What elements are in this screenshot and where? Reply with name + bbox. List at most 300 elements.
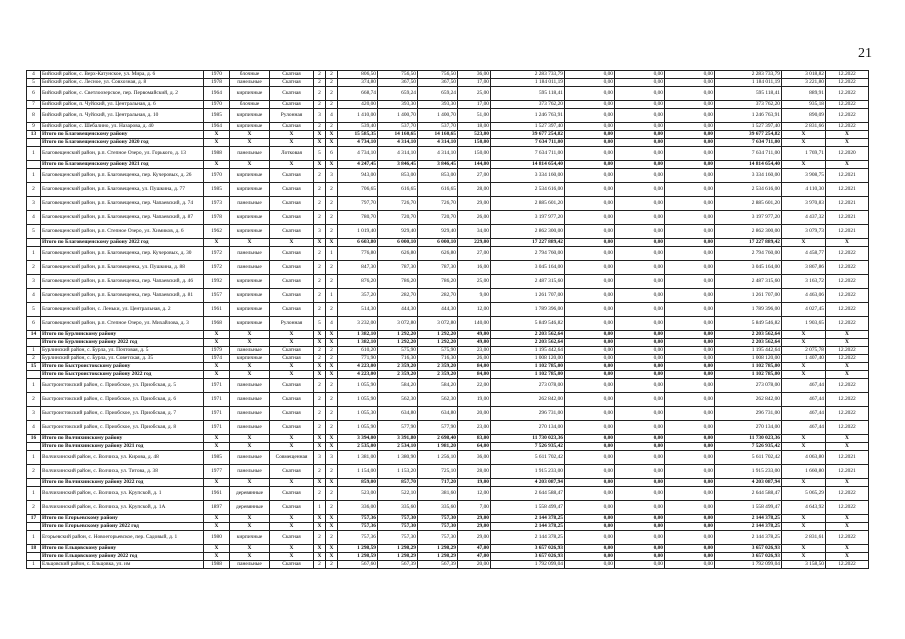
cell-row-number: 3 [27, 407, 41, 421]
cell-municipal-cost: 0,00 [665, 523, 715, 531]
cell-total-cost: 1 915 233,00 [491, 465, 565, 479]
cell-living-area: 787,30 [378, 261, 418, 275]
cell-total-cost: 1 558 499,47 [491, 501, 565, 515]
cell-unit-cost: 3 221,80 [782, 79, 826, 87]
cell-fund-cost: 0,00 [565, 317, 615, 331]
cell-fund-cost: 0,00 [565, 355, 615, 363]
cell-residential-area: 14 160,65 [418, 131, 458, 139]
cell-address: Ельцовский район, с. Ельцовка, ул. им [41, 561, 204, 569]
cell-floors: X [314, 523, 326, 531]
cell-living-area: 716,30 [378, 355, 418, 363]
cell-roof-type: X [270, 161, 314, 169]
cell-unit-cost: 4 463,06 [782, 289, 826, 303]
cell-municipal-cost: 0,00 [665, 109, 715, 123]
cell-year: 1988 [204, 561, 230, 569]
cell-residential-area: 444,30 [418, 303, 458, 317]
cell-address: Итого по Благовещенскому району 2022 год [41, 239, 204, 247]
cell-total-cost: 2 862 300,00 [491, 225, 565, 239]
cell-entrances: 2 [326, 71, 338, 79]
cell-entrances: 6 [326, 147, 338, 161]
cell-fund-cost: 0,00 [565, 331, 615, 339]
cell-entrances: 2 [326, 303, 338, 317]
cell-fund-cost: 0,00 [565, 101, 615, 109]
cell-budget-cost: 0,00 [615, 407, 665, 421]
cell-living-area: 1 380,90 [378, 451, 418, 465]
cell-address: Итого по Ельцовскому району 2022 год [41, 553, 204, 561]
cell-total-area: 4 223,00 [338, 363, 378, 371]
cell-floors: 2 [314, 87, 326, 101]
cell-living-area: 634,80 [378, 407, 418, 421]
cell-roof-type: Скатная [270, 71, 314, 79]
cell-unit-cost: X [782, 479, 826, 487]
cell-residents: 83,00 [458, 435, 491, 443]
cell-municipal-cost: 0,00 [665, 317, 715, 331]
table-row [27, 331, 869, 339]
cell-living-area: 14 160,65 [378, 131, 418, 139]
cell-budget-cost: 0,00 [615, 247, 665, 261]
cell-living-area: 720,70 [378, 211, 418, 225]
cell-residents: 22,00 [458, 379, 491, 393]
table-row [27, 451, 869, 465]
cell-owners-cost: 3 657 026,93 [715, 545, 782, 553]
cell-year: X [204, 371, 230, 379]
cell-residents: 26,00 [458, 355, 491, 363]
cell-floors: X [314, 139, 326, 147]
cell-deadline: 12.2022 [826, 71, 869, 79]
table-row [27, 393, 869, 407]
cell-residents: 84,00 [458, 371, 491, 379]
cell-living-area: 1 298,29 [378, 553, 418, 561]
cell-row-number: 1 [27, 451, 41, 465]
cell-residents: 12,00 [458, 487, 491, 501]
cell-budget-cost: 0,00 [615, 531, 665, 545]
cell-row-number: 1 [27, 147, 41, 161]
cell-deadline: 12.2021 [826, 169, 869, 183]
cell-total-cost: 17 227 889,42 [491, 239, 565, 247]
cell-budget-cost: 0,00 [615, 197, 665, 211]
cell-fund-cost: 0,00 [565, 169, 615, 183]
cell-living-area: 616,65 [378, 183, 418, 197]
cell-living-area: 4 314,10 [378, 139, 418, 147]
cell-floors: X [314, 331, 326, 339]
cell-address: Благовещенский район, р.п. Благовещенка, пер. Чапаевский, д. 81 [41, 289, 204, 303]
table-row [27, 435, 869, 443]
cell-residential-area: 335,60 [418, 501, 458, 515]
cell-address: Бурлинский район, с. Бурла, ул. Советская, д. 35 [41, 355, 204, 363]
cell-residents: 523,00 [458, 131, 491, 139]
cell-total-cost: 2 283 733,79 [491, 71, 565, 79]
cell-roof-type: X [270, 339, 314, 347]
cell-wall-material: X [230, 523, 270, 531]
cell-residents: 34,00 [458, 225, 491, 239]
cell-municipal-cost: 0,00 [665, 197, 715, 211]
cell-living-area: 756,50 [378, 71, 418, 79]
cell-address: Благовещенский район, р.п. Степное Озеро, ул. Горького, д. 13 [41, 147, 204, 161]
cell-residents: 9,00 [458, 289, 491, 303]
cell-residents: 140,00 [458, 317, 491, 331]
cell-budget-cost: 0,00 [615, 465, 665, 479]
cell-deadline: X [826, 139, 869, 147]
cell-entrances: 2 [326, 211, 338, 225]
cell-deadline: X [826, 371, 869, 379]
cell-row-number: 5 [27, 225, 41, 239]
cell-residential-area: 757,30 [418, 515, 458, 523]
cell-municipal-cost: 0,00 [665, 101, 715, 109]
cell-deadline: 12.2022 [826, 407, 869, 421]
cell-owners-cost: 1 102 785,00 [715, 371, 782, 379]
cell-residents: 19,00 [458, 393, 491, 407]
cell-total-cost: 3 334 160,00 [491, 169, 565, 183]
cell-entrances: 2 [326, 183, 338, 197]
cell-living-area: 444,30 [378, 303, 418, 317]
cell-address: Итого по Благовещенскому району [41, 131, 204, 139]
cell-deadline: X [826, 435, 869, 443]
cell-owners-cost: 5 849 546,82 [715, 317, 782, 331]
cell-unit-cost: 3 970,83 [782, 197, 826, 211]
cell-residential-area: 787,30 [418, 261, 458, 275]
cell-residential-area: 584,20 [418, 379, 458, 393]
cell-owners-cost: 2 144 378,25 [715, 515, 782, 523]
cell-row-number: 2 [27, 183, 41, 197]
cell-wall-material: X [230, 161, 270, 169]
cell-budget-cost: 0,00 [615, 139, 665, 147]
cell-unit-cost: 1 769,71 [782, 147, 826, 161]
cell-address: Итого по Егорьевскому району [41, 515, 204, 523]
cell-year: 1970 [204, 101, 230, 109]
cell-living-area: 367,50 [378, 79, 418, 87]
cell-fund-cost: 0,00 [565, 289, 615, 303]
cell-municipal-cost: 0,00 [665, 501, 715, 515]
cell-wall-material: панельные [230, 347, 270, 355]
table-row [27, 289, 869, 303]
cell-deadline: X [826, 331, 869, 339]
cell-owners-cost: 7 634 711,00 [715, 147, 782, 161]
cell-residential-area: 1 400,70 [418, 109, 458, 123]
cell-wall-material: панельные [230, 451, 270, 465]
cell-total-area: 1 381,00 [338, 451, 378, 465]
cell-fund-cost: 0,00 [565, 211, 615, 225]
table-row [27, 501, 869, 515]
cell-owners-cost: 7 526 935,42 [715, 443, 782, 451]
table-row [27, 147, 869, 161]
cell-residents: 12,00 [458, 303, 491, 317]
cell-wall-material: кирпичные [230, 169, 270, 183]
cell-wall-material: блочные [230, 101, 270, 109]
cell-roof-type: X [270, 523, 314, 531]
cell-budget-cost: 0,00 [615, 109, 665, 123]
housing-repair-table [26, 70, 869, 569]
cell-roof-type: Рулонная [270, 317, 314, 331]
cell-unit-cost: 3 079,73 [782, 225, 826, 239]
cell-roof-type: X [270, 139, 314, 147]
cell-deadline: 12.2022 [826, 355, 869, 363]
cell-residential-area: 2 359,20 [418, 363, 458, 371]
cell-entrances: 1 [326, 289, 338, 303]
table-row [27, 131, 869, 139]
cell-owners-cost: 2 862 300,00 [715, 225, 782, 239]
cell-residential-area: 757,30 [418, 523, 458, 531]
cell-unit-cost: X [782, 161, 826, 169]
cell-fund-cost: 0,00 [565, 435, 615, 443]
cell-municipal-cost: 0,00 [665, 371, 715, 379]
cell-floors: X [314, 371, 326, 379]
cell-deadline: 12.2022 [826, 261, 869, 275]
cell-wall-material: деревянные [230, 487, 270, 501]
cell-total-area: 567,60 [338, 561, 378, 569]
cell-row-number: 13 [27, 131, 41, 139]
cell-roof-type: Скатная [270, 501, 314, 515]
cell-row-number: 16 [27, 435, 41, 443]
cell-total-area: 2 535,00 [338, 443, 378, 451]
cell-total-cost: 2 144 378,25 [491, 523, 565, 531]
cell-unit-cost: 4 110,30 [782, 183, 826, 197]
cell-year: 1978 [204, 211, 230, 225]
cell-address: Благовещенский район, р.п. Благовещенка, пер. Кучеровых, д. 26 [41, 169, 204, 183]
cell-municipal-cost: 0,00 [665, 87, 715, 101]
cell-total-cost: 1 195 442,64 [491, 347, 565, 355]
cell-roof-type: Скатная [270, 225, 314, 239]
cell-total-area: 3 394,00 [338, 435, 378, 443]
cell-municipal-cost: 0,00 [665, 79, 715, 87]
cell-total-area: 1 298,59 [338, 553, 378, 561]
cell-year: 1971 [204, 421, 230, 435]
cell-municipal-cost: 0,00 [665, 225, 715, 239]
cell-unit-cost: 2 831,61 [782, 531, 826, 545]
cell-total-cost: 2 644 588,47 [491, 487, 565, 501]
cell-budget-cost: 0,00 [615, 363, 665, 371]
cell-wall-material: кирпичные [230, 317, 270, 331]
cell-floors: 2 [314, 407, 326, 421]
cell-residential-area: 720,70 [418, 211, 458, 225]
cell-total-area: 1 019,40 [338, 225, 378, 239]
cell-wall-material: X [230, 363, 270, 371]
cell-total-area: 757,36 [338, 523, 378, 531]
cell-total-cost: 1 246 763,91 [491, 109, 565, 123]
cell-residential-area: 717,20 [418, 479, 458, 487]
cell-row-number [27, 239, 41, 247]
cell-entrances: 2 [326, 225, 338, 239]
cell-residents: 51,00 [458, 109, 491, 123]
cell-row-number: 5 [27, 79, 41, 87]
cell-total-cost: 11 730 023,36 [491, 435, 565, 443]
cell-living-area: 575,90 [378, 347, 418, 355]
cell-year: 1977 [204, 465, 230, 479]
cell-fund-cost: 0,00 [565, 487, 615, 501]
cell-floors: 2 [314, 101, 326, 109]
cell-total-cost: 7 634 711,00 [491, 147, 565, 161]
cell-budget-cost: 0,00 [615, 131, 665, 139]
cell-total-area: 1 055,30 [338, 407, 378, 421]
cell-floors: 2 [314, 393, 326, 407]
cell-deadline: 12.2022 [826, 303, 869, 317]
cell-wall-material: кирпичные [230, 211, 270, 225]
cell-wall-material: X [230, 339, 270, 347]
table-body [27, 71, 869, 569]
cell-deadline: X [826, 443, 869, 451]
cell-fund-cost: 0,00 [565, 71, 615, 79]
cell-address: Егорьевский район, с. Новоегорьевское, пер. Садовый, д. 1 [41, 531, 204, 545]
cell-wall-material: кирпичные [230, 355, 270, 363]
cell-floors: 5 [314, 147, 326, 161]
cell-entrances: 2 [326, 379, 338, 393]
cell-total-cost: 1 102 785,00 [491, 363, 565, 371]
cell-entrances: 2 [326, 197, 338, 211]
cell-row-number [27, 161, 41, 169]
cell-budget-cost: 0,00 [615, 443, 665, 451]
cell-residents: 28,00 [458, 465, 491, 479]
cell-budget-cost: 0,00 [615, 161, 665, 169]
cell-owners-cost: 3 334 160,00 [715, 169, 782, 183]
table-row [27, 225, 869, 239]
cell-living-area: 6 000,10 [378, 239, 418, 247]
cell-floors: 2 [314, 79, 326, 87]
cell-total-cost: 2 203 562,64 [491, 331, 565, 339]
cell-deadline: X [826, 553, 869, 561]
cell-fund-cost: 0,00 [565, 239, 615, 247]
cell-unit-cost: 4 643,92 [782, 501, 826, 515]
cell-address: Волчихинский район, с. Волчиха, ул. Крупской, д. 1 [41, 487, 204, 501]
cell-municipal-cost: 0,00 [665, 363, 715, 371]
cell-deadline: 12.2021 [826, 211, 869, 225]
cell-total-area: 706,65 [338, 183, 378, 197]
cell-residential-area: 756,50 [418, 71, 458, 79]
cell-year: X [204, 339, 230, 347]
cell-roof-type: Скатная [270, 183, 314, 197]
cell-residential-area: 1 256,10 [418, 451, 458, 465]
cell-total-cost: 3 045 164,00 [491, 261, 565, 275]
cell-row-number [27, 139, 41, 147]
cell-row-number: 3 [27, 197, 41, 211]
cell-residents: 229,00 [458, 239, 491, 247]
cell-deadline: 12.2022 [826, 501, 869, 515]
cell-year: 1985 [204, 451, 230, 465]
cell-unit-cost: X [782, 443, 826, 451]
cell-deadline: X [826, 239, 869, 247]
cell-total-cost: 373 762,20 [491, 101, 565, 109]
cell-total-area: 1 382,10 [338, 339, 378, 347]
cell-residential-area: 537,70 [418, 123, 458, 131]
cell-residents: 27,00 [458, 247, 491, 261]
cell-total-area: 776,80 [338, 247, 378, 261]
cell-roof-type: X [270, 515, 314, 523]
cell-residential-area: 2 698,40 [418, 435, 458, 443]
cell-living-area: 3 072,80 [378, 317, 418, 331]
cell-total-area: 610,20 [338, 347, 378, 355]
cell-wall-material: кирпичные [230, 87, 270, 101]
cell-roof-type: Скатная [270, 561, 314, 569]
cell-total-area: 668,74 [338, 87, 378, 101]
cell-residential-area: 659,24 [418, 87, 458, 101]
cell-total-area: 1 410,00 [338, 109, 378, 123]
cell-address: Бийский район, с. Верх-Катунское, ул. Мира, д. 6 [41, 71, 204, 79]
cell-budget-cost: 0,00 [615, 147, 665, 161]
cell-residents: 23,00 [458, 421, 491, 435]
cell-fund-cost: 0,00 [565, 523, 615, 531]
cell-address: Благовещенский район, р.п. Степное Озеро, ул. Михайлова, д. 3 [41, 317, 204, 331]
cell-wall-material: X [230, 139, 270, 147]
cell-row-number: 1 [27, 487, 41, 501]
cell-wall-material: X [230, 479, 270, 487]
cell-address: Итого по Волчихинскому району 2021 год [41, 443, 204, 451]
cell-total-cost: 2 487 315,60 [491, 275, 565, 289]
cell-residents: 150,00 [458, 147, 491, 161]
cell-residential-area: 367,50 [418, 79, 458, 87]
cell-deadline: X [826, 545, 869, 553]
cell-budget-cost: 0,00 [615, 561, 665, 569]
cell-municipal-cost: 0,00 [665, 355, 715, 363]
cell-address: Благовещенский район, р.п. Благовещенка, ул. Пушкина, д. 77 [41, 183, 204, 197]
cell-fund-cost: 0,00 [565, 303, 615, 317]
table-row [27, 183, 869, 197]
cell-residential-area: 616,65 [418, 183, 458, 197]
table-row [27, 303, 869, 317]
cell-owners-cost: 39 677 254,82 [715, 131, 782, 139]
cell-deadline: 12.2022 [826, 561, 869, 569]
cell-address: Бийский район, с. Светлоозерское, пер. Первомайский, д. 2 [41, 87, 204, 101]
cell-living-area: 857,70 [378, 479, 418, 487]
cell-address: Итого по Волчихинскому району [41, 435, 204, 443]
cell-deadline: 12.2022 [826, 275, 869, 289]
cell-living-area: 786,20 [378, 275, 418, 289]
cell-floors: 2 [314, 169, 326, 183]
cell-fund-cost: 0,00 [565, 371, 615, 379]
cell-entrances: X [326, 161, 338, 169]
cell-living-area: 1 292,20 [378, 331, 418, 339]
cell-row-number: 4 [27, 71, 41, 79]
cell-living-area: 567,39 [378, 561, 418, 569]
cell-address: Итого по Бурлинскому району [41, 331, 204, 339]
cell-year: X [204, 161, 230, 169]
cell-fund-cost: 0,00 [565, 465, 615, 479]
cell-floors: X [314, 363, 326, 371]
cell-living-area: 2 534,10 [378, 443, 418, 451]
cell-year: 1985 [204, 183, 230, 197]
cell-roof-type: Скатная [270, 87, 314, 101]
cell-living-area: 3 846,45 [378, 161, 418, 169]
cell-owners-cost: 2 144 378,25 [715, 523, 782, 531]
cell-deadline: 12.2022 [826, 109, 869, 123]
cell-row-number [27, 443, 41, 451]
cell-total-cost: 2 203 562,64 [491, 339, 565, 347]
cell-total-cost: 5 849 546,82 [491, 317, 565, 331]
cell-residential-area: 3 072,80 [418, 317, 458, 331]
cell-entrances: 2 [326, 101, 338, 109]
cell-municipal-cost: 0,00 [665, 183, 715, 197]
cell-budget-cost: 0,00 [615, 545, 665, 553]
cell-row-number [27, 479, 41, 487]
cell-row-number: 2 [27, 465, 41, 479]
cell-residents: 36,00 [458, 451, 491, 465]
cell-wall-material: X [230, 443, 270, 451]
cell-fund-cost: 0,00 [565, 197, 615, 211]
cell-residents: 29,00 [458, 523, 491, 531]
cell-entrances: 2 [326, 531, 338, 545]
cell-row-number: 18 [27, 545, 41, 553]
cell-address: Волчихинский район, с. Волчиха, ул. Титова, д. 38 [41, 465, 204, 479]
cell-residential-area: 393,30 [418, 101, 458, 109]
cell-entrances: X [326, 239, 338, 247]
cell-wall-material: X [230, 553, 270, 561]
cell-fund-cost: 0,00 [565, 451, 615, 465]
cell-roof-type: X [270, 435, 314, 443]
cell-address: Волчихинский район, с. Волчиха, ул. Кирова, д. 48 [41, 451, 204, 465]
cell-owners-cost: 3 197 977,20 [715, 211, 782, 225]
cell-budget-cost: 0,00 [615, 275, 665, 289]
cell-year: 1985 [204, 109, 230, 123]
cell-deadline: 12.2022 [826, 487, 869, 501]
cell-municipal-cost: 0,00 [665, 247, 715, 261]
cell-wall-material: X [230, 371, 270, 379]
